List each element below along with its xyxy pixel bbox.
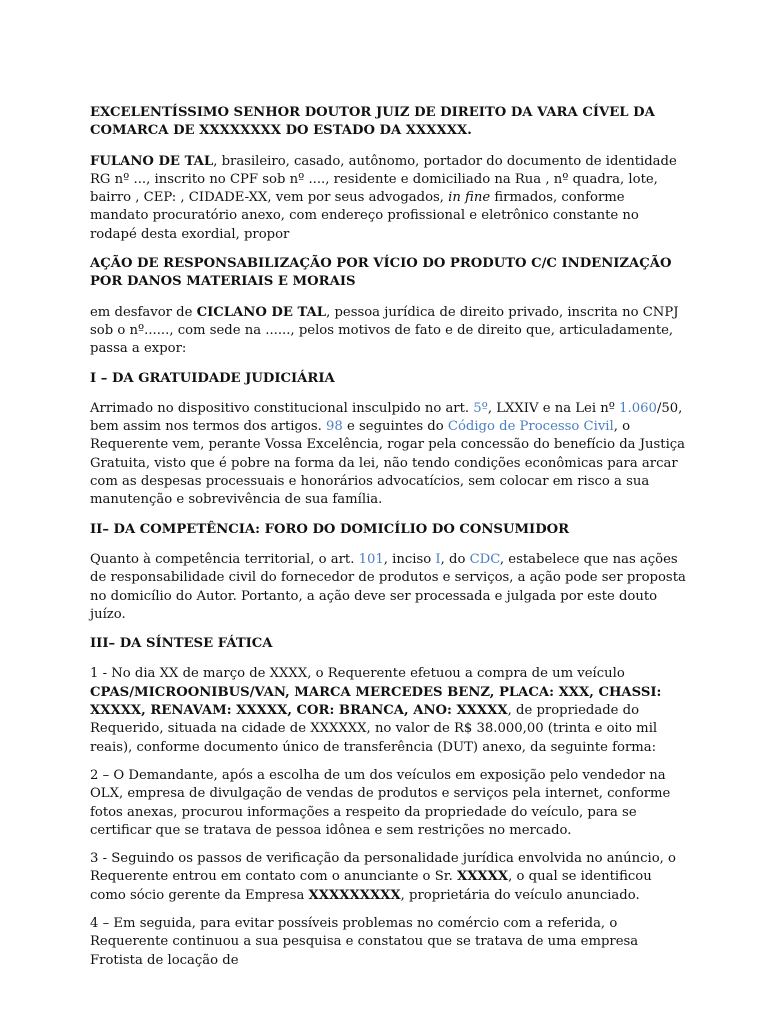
fact-1: 1 - No dia XX de março de XXXX, o Requerente efetuou a compra de um veículo CPAS/MICROONIBUS/VAN, MARCA MERCEDES BENZ, PLACA: XXX, CHASSI: XXXXX, RENAVAM: XXXXX, COR: BRANCA, ANO: XXXXX, de propriedade do Requerido, situada na cidade de XXXXXX, no valor de R$ 38.000,00 (trinta e oito mil reais), conforme documento único de transferência (DUT) anexo, da seguinte forma: bbox=[90, 666, 662, 755]
link-art-101[interactable]: 101 bbox=[358, 551, 384, 567]
section-3-title: III– DA SÍNTESE FÁTICA bbox=[90, 636, 273, 652]
fact-2: 2 – O Demandante, após a escolha de um dos veículos em exposição pelo vendedor na OLX, empresa de divulgação de vendas de produtos e serviços pela internet, conforme fotos anexas, procurou informações a respeito da propriedade do veículo, para se certificar que se tratava de pessoa idônea e sem restrições no mercado. bbox=[90, 767, 671, 838]
fact-3: 3 - Seguindo os passos de verificação da personalidade jurídica envolvida no anúncio, o Requerente entrou em contato com o anunciante o Sr. XXXXX, o qual se identificou como sócio gerente da Empresa XXXXXXXXX, proprietária do veículo anunciado. bbox=[90, 851, 676, 903]
plaintiff-qualification: FULANO DE TAL, brasileiro, casado, autônomo, portador do documento de identidade RG nº ..., inscrito no CPF sob nº ...., residente e domiciliado na Rua , nº quadra, lote, bairro , CEP: , CIDADE-XX, vem por seus advogados, in fine firmados, conforme mandato procuratório anexo, com endereço profissional e eletrônico constante no rodapé desta exordial, propor bbox=[90, 153, 677, 242]
section-1-title: I – DA GRATUIDADE JUDICIÁRIA bbox=[90, 370, 335, 386]
link-lei-1060[interactable]: 1.060 bbox=[619, 400, 657, 416]
action-title: AÇÃO DE RESPONSABILIZAÇÃO POR VÍCIO DO PRODUTO C/C INDENIZAÇÃO POR DANOS MATERIAIS E MORAIS bbox=[90, 256, 672, 290]
link-inciso-i[interactable]: I bbox=[435, 551, 441, 567]
section-2-body: Quanto à competência territorial, o art. 101, inciso I, do CDC, estabelece que nas ações de responsabilidade civil do fornecedor de produtos e serviços, a ação pode ser proposta no domicílio do Autor. Portanto, a ação deve ser processada e julgada por este douto juízo. bbox=[90, 551, 686, 622]
link-art-5[interactable]: 5º bbox=[473, 400, 488, 416]
plaintiff-name: FULANO DE TAL bbox=[90, 153, 214, 169]
court-address: EXCELENTÍSSIMO SENHOR DOUTOR JUIZ DE DIREITO DA VARA CÍVEL DA COMARCA DE XXXXXXXX DO ESTADO DA XXXXXX. bbox=[90, 105, 655, 139]
link-cdc[interactable]: CDC bbox=[469, 551, 500, 567]
defendant-paragraph: em desfavor de CICLANO DE TAL, pessoa jurídica de direito privado, inscrita no CNPJ sob o nº......, com sede na ......, pelos motivos de fato e de direito que, articuladamente, passa a expor: bbox=[90, 304, 679, 357]
section-2-title: II– DA COMPETÊNCIA: FORO DO DOMICÍLIO DO CONSUMIDOR bbox=[90, 521, 570, 537]
defendant-name: CICLANO DE TAL bbox=[196, 304, 327, 320]
fact-4: 4 – Em seguida, para evitar possíveis problemas no comércio com a referida, o Requerente continuou a sua pesquisa e constatou que se tratava de uma empresa Frotista de locação de bbox=[90, 915, 639, 968]
link-art-98[interactable]: 98 bbox=[326, 419, 343, 435]
link-cpc[interactable]: Código de Processo Civil bbox=[447, 419, 614, 435]
section-1-body: Arrimado no dispositivo constitucional insculpido no art. 5º, LXXIV e na Lei nº 1.060/50, bem assim nos termos dos artigos. 98 e seguintes do Código de Processo Civil, o Requerente vem, perante Vossa Excelência, rogar pela concessão do benefício da Justiça Gratuita, visto que é pobre na forma da lei, não tendo condições econômicas para arcar com as despesas processuais e honorários advocatícios, sem colocar em risco a sua manutenção e sobrevivência de sua família. bbox=[90, 400, 686, 508]
vehicle-details: CPAS/MICROONIBUS/VAN, MARCA MERCEDES BENZ, PLACA: XXX, CHASSI: XXXXX, RENAVAM: XXXXX, COR: BRANCA, ANO: XXXXX bbox=[90, 684, 662, 719]
